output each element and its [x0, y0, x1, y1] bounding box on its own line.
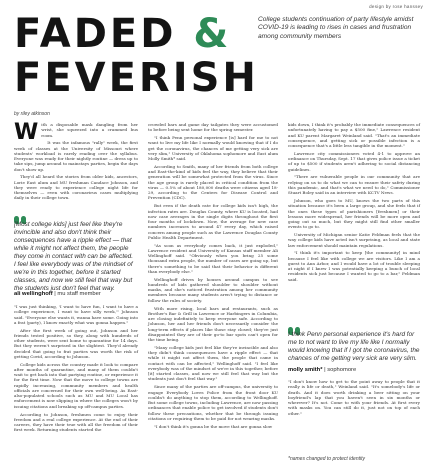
body-paragraph: Since many of the parties are off-campus, the university to engage Everybody Loves Police from the front door KU couldn't do anything to stop them, according to Wellinghoff. But some college towns, including Lawrence, are now passing ordinances that enable police to get involved if students don't follow these precautions, whether that be through issuing citations or requiring them to be paid for not wearing masks.: [148, 384, 278, 421]
headline: [14, 12, 264, 100]
column-1-bottom: [14, 304, 138, 435]
body-paragraph: "I was just thinking, 'I want to have fun, I want to have a college experience, I want to have silly week,'" Johnson said. "Everyone else wants it, wanna have some. Going into a frat (party), I know exactly what was gonna happen.": [14, 304, 138, 325]
body-paragraph: College kids across the country made it look to compare after months of quarantine, and many of them couldn't wait to get back into that partying routine, or experience it for the first time. Now that the move to college towns are rapidly increasing, community members and health officials are concerned for their own well-being. As East-also-populated schools such as MU and MU Local has enforcement is now slipping in where the colleges won't by issuing citations and breaking up off-campus parties.: [14, 361, 138, 409]
column-1-top: [14, 122, 138, 203]
body-paragraph: After the first week of going out, Johnson and her friends tested positive, so they, along with hundreds of other students, were sent home to quarantine for 14 days. But they weren't surprised in the slightest. They'd already decided that going to frat parties was worth the risk of getting Covid, according to Johnson.: [14, 327, 138, 359]
body-paragraph: crowded bars and game day tailgates they were accustomed to before being sent home for the spring semester.: [148, 122, 278, 133]
footnote: *names changed to protect identity: [288, 456, 365, 462]
body-paragraph: Wellinghoff drives by houses around campus to see hundreds of kids gathered shoulder to shoulder without masks, and she's noticed frustration among her community members because many students aren't trying to distance or follow the rules of society.: [148, 276, 278, 303]
design-credit: design by rose hanssey: [369, 4, 423, 9]
body-paragraph: According to Johnson, freshmen come to enjoy their freedom and a real college experience. At the end of their careers, they have their true with all the freedom of their first week. Returning students started the: [14, 411, 138, 433]
attribution-name: ali wellinghoff: [14, 291, 53, 297]
body-paragraph: With more rising, local bars and restaurants, such as Brother's Bar & Grill in Lawrence or Harbingers in Columbia, are closing indefinitely to keep everyone safe. According to Johnson, her and her friends don't necessarily consider the long-term effects if places like those stay closed; they're just disappointed they are of their go-to bar spots can't open for the time being.: [148, 305, 278, 343]
column-3-bottom: [288, 379, 420, 418]
quote-mark-icon: [14, 209, 28, 219]
body-paragraph: "I think Penn personal experience [is] hard for me to not want to live my life like I normally would knowing that if I do get the coronavirus, the chances of me getting very sick are very slim," University of Oklahoma sophomore and East alum Molly Smith* said.: [148, 135, 278, 162]
body-paragraph: "There are vulnerable people in our community that are relying on us to do what we can to ensure their safety during this pandemic, and that's what we need to do," Commissioner Stuart Boley said in an interview with KCTV News.: [288, 174, 420, 196]
attribution-name: molly smith*: [288, 367, 323, 373]
body-paragraph: "Many college kids just feel like they're invincible and also they didn't think consequences have a ripple effect — that while it might not affect them, the people that came in contact with can be affected," Wellinghoff said. "I feel like everybody was of the mindset of we're in this together, before [it] started classes, and now we still feel that way but the students just don't feel that way.": [148, 344, 278, 382]
body-paragraph: "As soon as everybody comes back, it just exploded," Lawrence resident and University of Kansas staff member Ali Wellinghoff said. "Obviously when you bring 25 some thousand extra people, the number of cases are going up, but there's something to be said that their behavior is different than everybody else.": [148, 242, 278, 274]
body-paragraph: They'd all heard the stories from older kids, ancestors, Lorie East alum and MU freshman Candace Johnson, and they were ready to experience college night life for themselves — even with coronavirus cases multiplying daily in their college town.: [14, 174, 138, 201]
pull-quote-2: I think Penn personal experience it's hard for me to not want to live my life like I normally would knowing that if I got the coronavirus, the chances of me getting very sick are very slim.: [288, 331, 420, 362]
column-3-top: [288, 122, 420, 285]
attribution-role: sophomore: [327, 367, 357, 373]
attribution-role: mu staff member: [57, 291, 101, 297]
body-paragraph: It was the infamous "rally" week, the first week of classes at the University of Missouri where students' workload is rarely reading over the syllabus. Everyone was ready for their nightly routine — dress up to take sips, jump around to mainstays parties, begin the days don't show up.: [14, 140, 138, 172]
body-paragraph: kids down, I think it's probably the immediate consequences of unfortunately having to pay a $500 fine," Lawrence resident and KU parent Margaret Weinland said. "That's an immediate consequence, and getting sick or possible infection is a consequence that's a little less tangible in the moment.": [288, 122, 420, 148]
story-deck: College students continuation of party lifestyle amidst COVID-19 is leading to rises in cases and frustration among community members: [258, 16, 414, 40]
body-paragraph: "I think it's important to keep [the community] in mind because I feel like with college we are visitors. Like I am a guest to Ann Arbor, and I would have a lot of trouble sleeping at night if I knew I was potentially keeping a bunch of local residents sick just because I wanted to go to a bar," Feldman said.: [288, 250, 420, 282]
pull-quote-1: [Most college kids] just feel like they're invincible and also don't think their consequences have a ripple effect — that while it might not affect them, the people they come in contact with can be affected. I feel like everybody was of the mindset of we're in this together, before it started classes, and now we still feel that way but the students just don't feel that way.: [14, 221, 134, 292]
body-paragraph: Lawrence city commissioners voted 4-1 to approve an ordinance on Thursday, Sept. 17 that gives police issue a ticket of up to $500 if students aren't adhering to social distancing guidelines.: [288, 150, 420, 172]
headline-line2: FEVERISH: [14, 55, 259, 101]
body-paragraph: But even if the death rate for college kids isn't high, the infection rates are. Douglas County, where KU is located, had now case averages in the single digits throughout the first four months of lockdown. Now, the average for new case numbers increases to around 47 every day, which raised concern among people such as the Lawrence Douglas County Public Health Department.: [148, 203, 278, 240]
body-paragraph: Johnson, who goes to MU, knows the two parts of this situation because it's been a large group, and she feels that if the ones these types of parishioners [freshmen] or their lessons more widespread, her friends will be more open and going out so much, but they might still find other smaller events to go to.: [288, 198, 420, 230]
body-paragraph: According to Smith, many of her friends from both college and East-the-kind of kids feel the way, they believe that their generation will be somewhat protected from the virus. Since the age group is rarely placed in critical condition from the virus — 0.5% of about 180,000 deaths were citizens aged 18-29, according to the Centers for Disease Control and Prevention (CDC).: [148, 163, 278, 201]
body-paragraph: University of Michigan senior Katie Feldman feels that the way college kids have acted isn't surprising, as local and state law enforcement should maintain regulations.: [288, 232, 420, 248]
body-paragraph: "I don't think it's gonna be the move that are gonna slow: [154, 423, 273, 429]
headline-line1: FADED: [14, 11, 177, 57]
body-paragraph: "I don't know how to get to the point away to people that it really is life or death," Weinland said. "It's somebody's life or death. And it does worth drinking a beer sitting on your boyfriend's lap that you haven't seen in six months or wherever? It's not. Come to with your friends. At first every with masks on. You can still do it, just not on top of each other.": [288, 379, 420, 416]
body-paragraph: ith a disposable mask dangling from her wrist, she squeezed into a crammed bus room.: [41, 122, 138, 138]
drop-cap: W: [14, 120, 39, 145]
byline: by riley atkinson: [14, 111, 50, 117]
quote-mark-icon: [288, 320, 302, 330]
headline-ampersand: &: [193, 11, 232, 57]
pull-quote-2-attribution: molly smith* | sophomore: [288, 367, 357, 373]
column-2: [148, 122, 278, 431]
pull-quote-1-attribution: ali wellinghoff | mu staff member: [14, 291, 101, 297]
